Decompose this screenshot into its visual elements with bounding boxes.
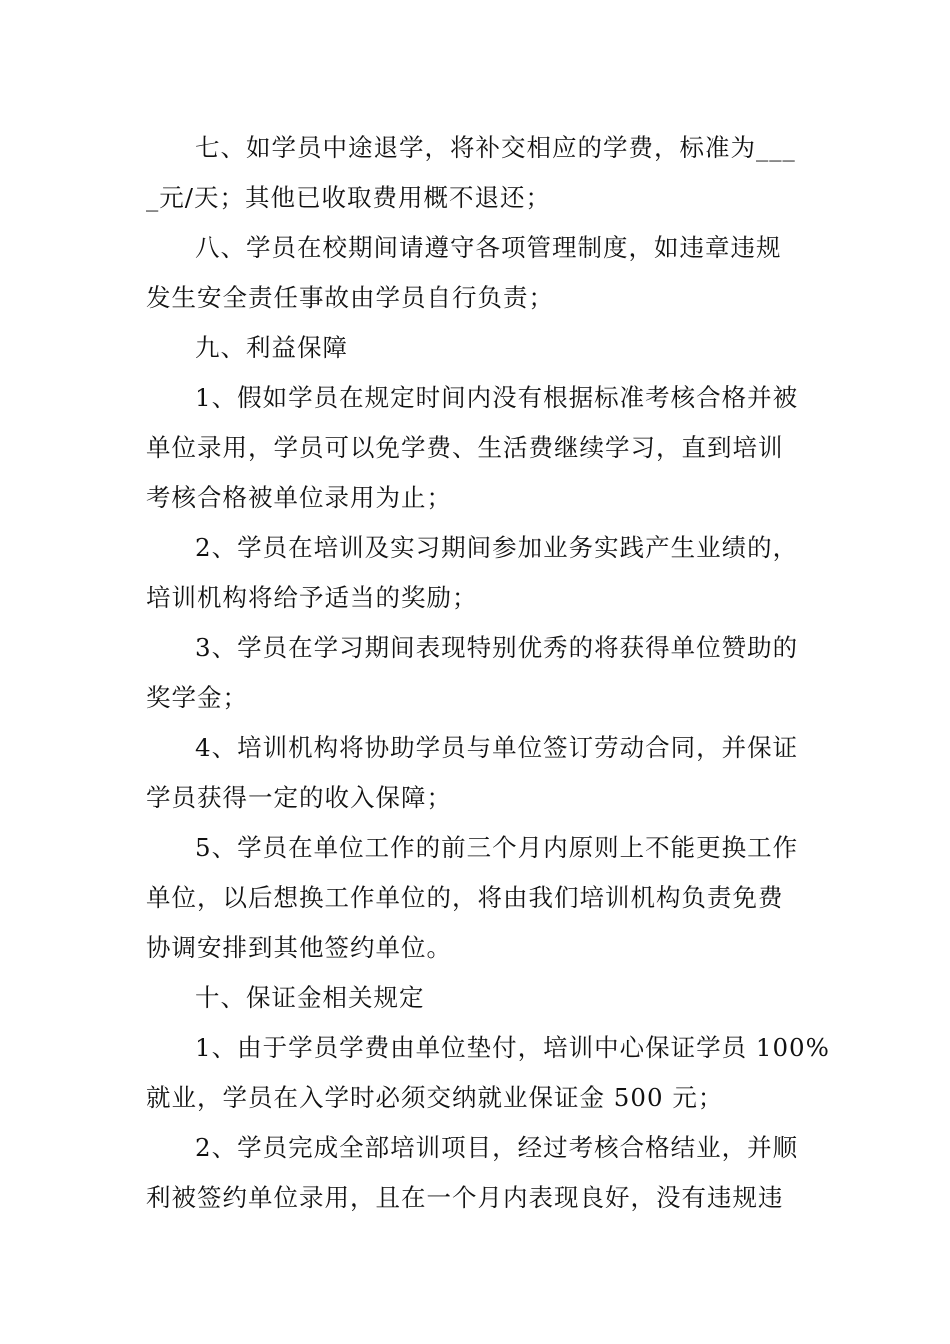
text-line: _元/天；其他已收取费用概不退还； (146, 183, 552, 212)
text-line: 单位录用，学员可以免学费、生活费继续学习，直到培训 (146, 433, 784, 462)
text-line: 培训机构将给予适当的奖励； (146, 583, 478, 612)
text-line: 4、培训机构将协助学员与单位签订劳动合同，并保证 (195, 733, 799, 762)
text-line: 考核合格被单位录用为止； (146, 483, 452, 512)
text-line: 协调安排到其他签约单位。 (146, 933, 452, 962)
text-line: 2、学员在培训及实习期间参加业务实践产生业绩的， (195, 533, 799, 562)
text-line: 发生安全责任事故由学员自行负责； (146, 283, 554, 312)
text-line: 1、假如学员在规定时间内没有根据标准考核合格并被 (195, 383, 799, 412)
text-line: 八、学员在校期间请遵守各项管理制度，如违章违规 (195, 233, 782, 262)
text-line: 单位，以后想换工作单位的，将由我们培训机构负责免费 (146, 883, 784, 912)
text-line: 利被签约单位录用，且在一个月内表现良好，没有违规违 (146, 1183, 784, 1212)
text-line: 3、学员在学习期间表现特别优秀的将获得单位赞助的 (195, 633, 799, 662)
section-heading: 九、利益保障 (195, 333, 348, 362)
text-line: 学员获得一定的收入保障； (146, 783, 452, 812)
text-line: 2、学员完成全部培训项目，经过考核合格结业，并顺 (195, 1133, 799, 1162)
text-line: 5、学员在单位工作的前三个月内原则上不能更换工作 (195, 833, 799, 862)
text-line: 七、如学员中途退学，将补交相应的学费，标准为___ (195, 133, 796, 162)
text-line: 奖学金； (146, 683, 248, 712)
text-line: 就业，学员在入学时必须交纳就业保证金 500 元； (146, 1083, 724, 1112)
text-line: 1、由于学员学费由单位垫付，培训中心保证学员 100% (195, 1033, 830, 1062)
section-heading: 十、保证金相关规定 (195, 983, 425, 1012)
